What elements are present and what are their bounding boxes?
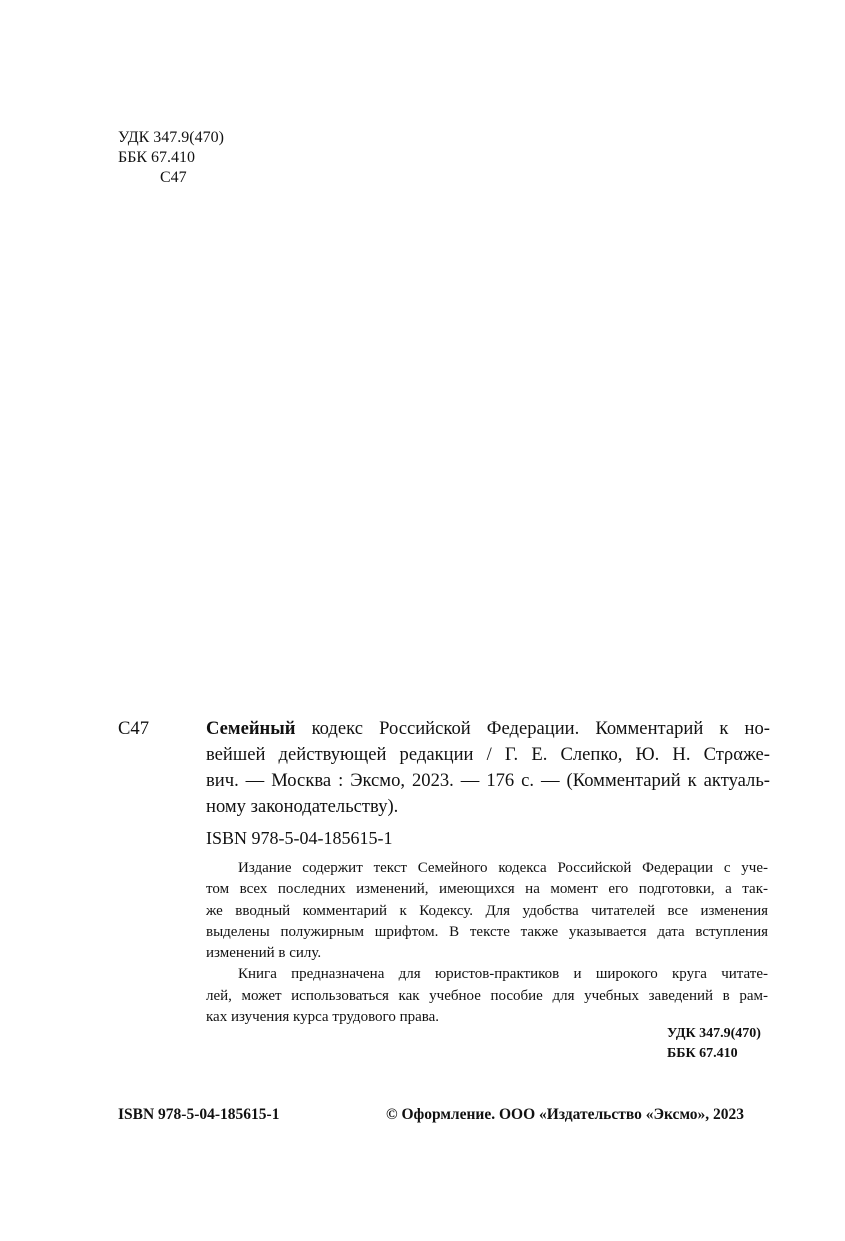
- bbk-code-top: ББК 67.410: [118, 149, 196, 166]
- annotation-p2-line: ках изучения курса трудового права.: [206, 1009, 440, 1026]
- annotation-p1-line: выделены полужирным шрифтом. В тексте также указывается дата вступления: [206, 923, 768, 940]
- biblio-line-1: [206, 716, 770, 742]
- biblio-line-4: ному законодательству).: [206, 796, 399, 817]
- biblio-line-1-rest: кодекс Российской Федерации. Комментарий к но-: [295, 718, 770, 739]
- annotation-p1-line: изменений в силу.: [206, 945, 322, 962]
- biblio-bold-title: Семейный: [206, 718, 296, 739]
- footer-copyright: © Оформление. ООО «Издательство «Эксмо», 2023: [386, 1106, 745, 1123]
- annotation-p1-line: же вводный комментарий к Кодексу. Для удобства читателей все изменения: [206, 902, 768, 919]
- udk-code-top: УДК 347.9(470): [118, 129, 224, 146]
- udk-code-bottom: УДК 347.9(470): [667, 1026, 761, 1041]
- biblio-line-3: вич. — Москва : Эксмо, 2023. — 176 с. — (Комментарий к актуаль-: [206, 770, 770, 791]
- annotation-p2-line: Книга предназначена для юристов-практиков и широкого круга читате-: [238, 966, 768, 983]
- author-mark-top: С47: [160, 169, 187, 186]
- biblio-text: [206, 716, 770, 820]
- annotation-p1-line: том всех последних изменений, имеющихся на момент его подготовки, а так-: [206, 881, 768, 898]
- biblio-line-2: вейшей действующей редакции / Г. Е. Слепко, Ю. Н. Стραже-: [206, 744, 770, 765]
- author-mark: С47: [118, 718, 149, 739]
- annotation: [206, 858, 768, 1028]
- classification-codes-bottom: [667, 1024, 761, 1064]
- bbk-code-bottom: ББК 67.410: [667, 1046, 738, 1061]
- annotation-p2-line: лей, может использоваться как учебное пособие для учебных заведений в рам-: [206, 987, 768, 1004]
- footer-isbn: ISBN 978-5-04-185615-1: [118, 1106, 280, 1123]
- annotation-p1-line: Издание содержит текст Семейного кодекса Российской Федерации с уче-: [238, 860, 768, 876]
- bibliographic-description: [118, 716, 770, 820]
- isbn-line: ISBN 978-5-04-185615-1: [206, 828, 393, 848]
